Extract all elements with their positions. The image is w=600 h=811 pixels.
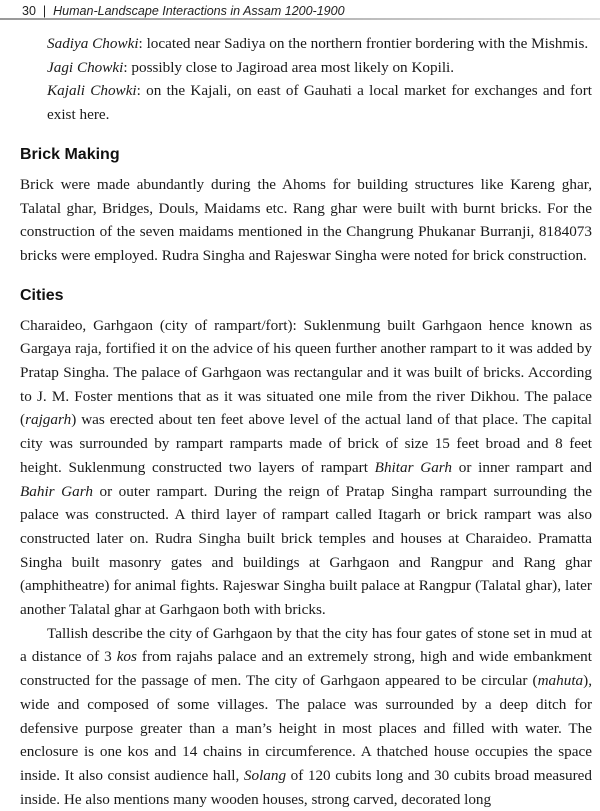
header-separator: |: [42, 4, 47, 18]
italic-term: Bhitar Garh: [374, 458, 453, 476]
chowki-name: Jagi Chowki: [47, 58, 124, 76]
chowki-name: Kajali Chowki: [47, 82, 137, 100]
italic-term: Bahir Garh: [20, 482, 93, 500]
section-heading-brick-making: Brick Making: [20, 145, 120, 163]
text-run: Tallish describe the city of Garhgaon by that the city has four gates of stone set in mud at a distance of 3: [20, 624, 592, 666]
text-run: from rajahs palace and an extremely strong, high and wide embankment constructed for the passage of men. The city of Garhgaon appeared to be circular (: [20, 648, 592, 690]
chowki-name: Sadiya Chowki: [47, 35, 139, 52]
text-run: ) was erected about ten feet above level of the actual land of that place. The capital city was surrounded by rampart ramparts made of brick of size 15 feet broad and 8 feet height. Suklenmung constructed two layers of rampart: [20, 411, 592, 476]
text-run: of 120 cubits long and 30 cubits broad measured inside. He also mentions many wooden houses, strong carved, decorated long: [20, 766, 592, 808]
page-body: [20, 32, 592, 811]
running-title: Human-Landscape Interactions in Assam 1200-1900: [53, 4, 345, 18]
cities-paragraph-1: [20, 314, 592, 622]
text-run: or inner rampart and: [452, 458, 593, 476]
chowki-entry: [20, 32, 592, 56]
italic-term: Solang: [243, 766, 287, 784]
text-run: ), wide and composed of some villages. The palace was surrounded by a deep ditch for defensive purpose greater than a man’s height in most places and filled with water. The enclosure is one kos and 14 chains in circumference. A thatched house occupies the space inside. It also consist audience hall,: [20, 672, 592, 784]
header-rule: [0, 18, 600, 20]
section-heading-cities: Cities: [20, 286, 64, 304]
italic-term: rajgarh: [25, 411, 72, 429]
italic-term: mahuta: [537, 672, 584, 690]
brick-making-paragraph: Brick were made abundantly during the Ahoms for building structures like Kareng ghar, Talatal ghar, Bridges, Douls, Maidams etc. Rang ghar were built with burnt bricks. For the construction of the seven maidams mentioned in the Changrung Phukanar Burranji, 8184073 bricks were employed. Rudra Singha and Rajeswar Singha were noted for brick construction.: [20, 175, 592, 264]
italic-term: kos: [116, 648, 137, 666]
chowki-entry: [20, 79, 592, 126]
text-run: or outer rampart. During the reign of Pratap Singha rampart surrounding the palace was constructed. A third layer of rampart called Itagarh or brick rampart was also constructed later on. Rudra Singha built brick temples and houses at Charaideo. Pramatta Singha built masonry gates and buildings at Garhgaon and Rangpur and Rang ghar (amphitheatre) for animal fights. Rajeswar Singha built palace at Rangpur (Talatal ghar), later another Talatal ghar at Garhgaon both with bricks.: [20, 482, 592, 619]
page-number: 30: [22, 4, 36, 18]
chowki-text: : on the Kajali, on east of Gauhati a local market for exchanges and fort exist here.: [47, 82, 592, 124]
chowki-entry: [20, 56, 592, 80]
chowki-text: : located near Sadiya on the northern frontier bordering with the Mishmis.: [138, 35, 589, 52]
text-run: Charaideo, Garhgaon (city of rampart/fort): Suklenmung built Garhgaon hence known as Gargaya raja, fortified it on the advice of his queen further another rampart to it was added by Pratap Singha. The palace of Garhgaon was rectangular and it was built of bricks. According to J. M. Foster mentions that as it was situated one mile from the river Dikhou. The palace (: [20, 316, 592, 429]
chowki-text: : possibly close to Jagiroad area most likely on Kopili.: [123, 58, 455, 76]
